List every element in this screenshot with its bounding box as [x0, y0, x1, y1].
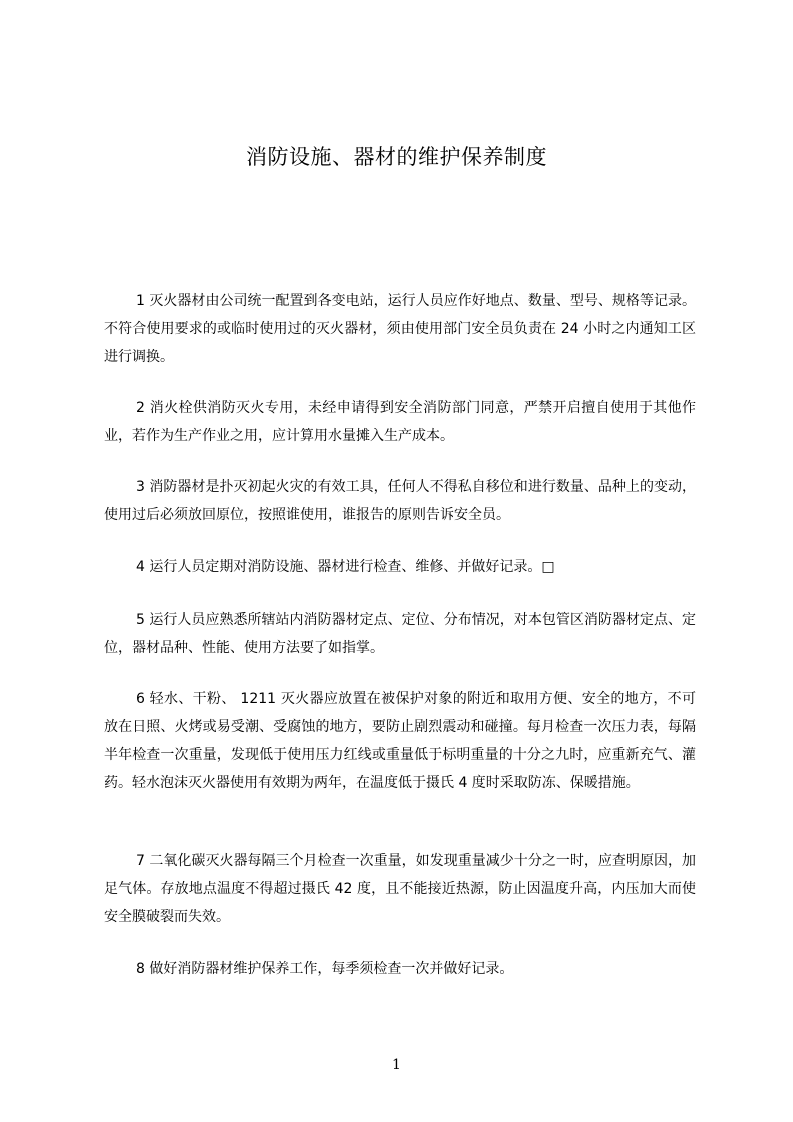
paragraph-6: 6 轻水、干粉、 1211 灭火器应放置在被保护对象的附近和取用方便、安全的地方，不可放在日照、火烤或易受潮、受腐蚀的地方，要防止剧烈震动和碰撞。每月检查一次压力表，每隔半年检查一次重量，发现低于使用压力红线或重量低于标明重量的十分之九时，应重新充气、灌药。轻水泡沫灭火器使用有效期为两年，在温度低于摄氏 4 度时采取防冻、保暖措施。 [104, 691, 696, 791]
page-number: 1 [392, 1057, 401, 1073]
paragraph-7: 7 二氧化碳灭火器每隔三个月检查一次重量，如发现重量减少十分之一时，应查明原因，加足气体。存放地点温度不得超过摄氏 42 度，且不能接近热源，防止因温度升高，内压加大而使安全膜破裂而失效。 [104, 853, 696, 925]
paragraph-3: 3 消防器材是扑灭初起火灾的有效工具，任何人不得私自移位和进行数量、品种上的变动，使用过后必须放回原位，按照谁使用，谁报告的原则告诉安全员。 [104, 479, 696, 523]
paragraph-2: 2 消火栓供消防灭火专用，未经申请得到安全消防部门同意，严禁开启擅自使用于其他作业，若作为生产作业之用，应计算用水量摊入生产成本。 [104, 400, 696, 444]
paragraph-8: 8 做好消防器材维护保养工作，每季须检查一次并做好记录。 [136, 961, 514, 977]
paragraph-5: 5 运行人员应熟悉所辖站内消防器材定点、定位、分布情况，对本包管区消防器材定点、定位，器材品种、性能、使用方法要了如指掌。 [104, 612, 696, 656]
paragraph-1: 1 灭火器材由公司统一配置到各变电站，运行人员应作好地点、数量、型号、规格等记录。不符合使用要求的或临时使用过的灭火器材，须由使用部门安全员负责在 24 小时之内通知工区进行调换。 [104, 293, 696, 365]
document-title: 消防设施、器材的维护保养制度 [246, 145, 547, 169]
paragraph-4: 4 运行人员定期对消防设施、器材进行检查、维修、并做好记录。□ [136, 559, 555, 575]
